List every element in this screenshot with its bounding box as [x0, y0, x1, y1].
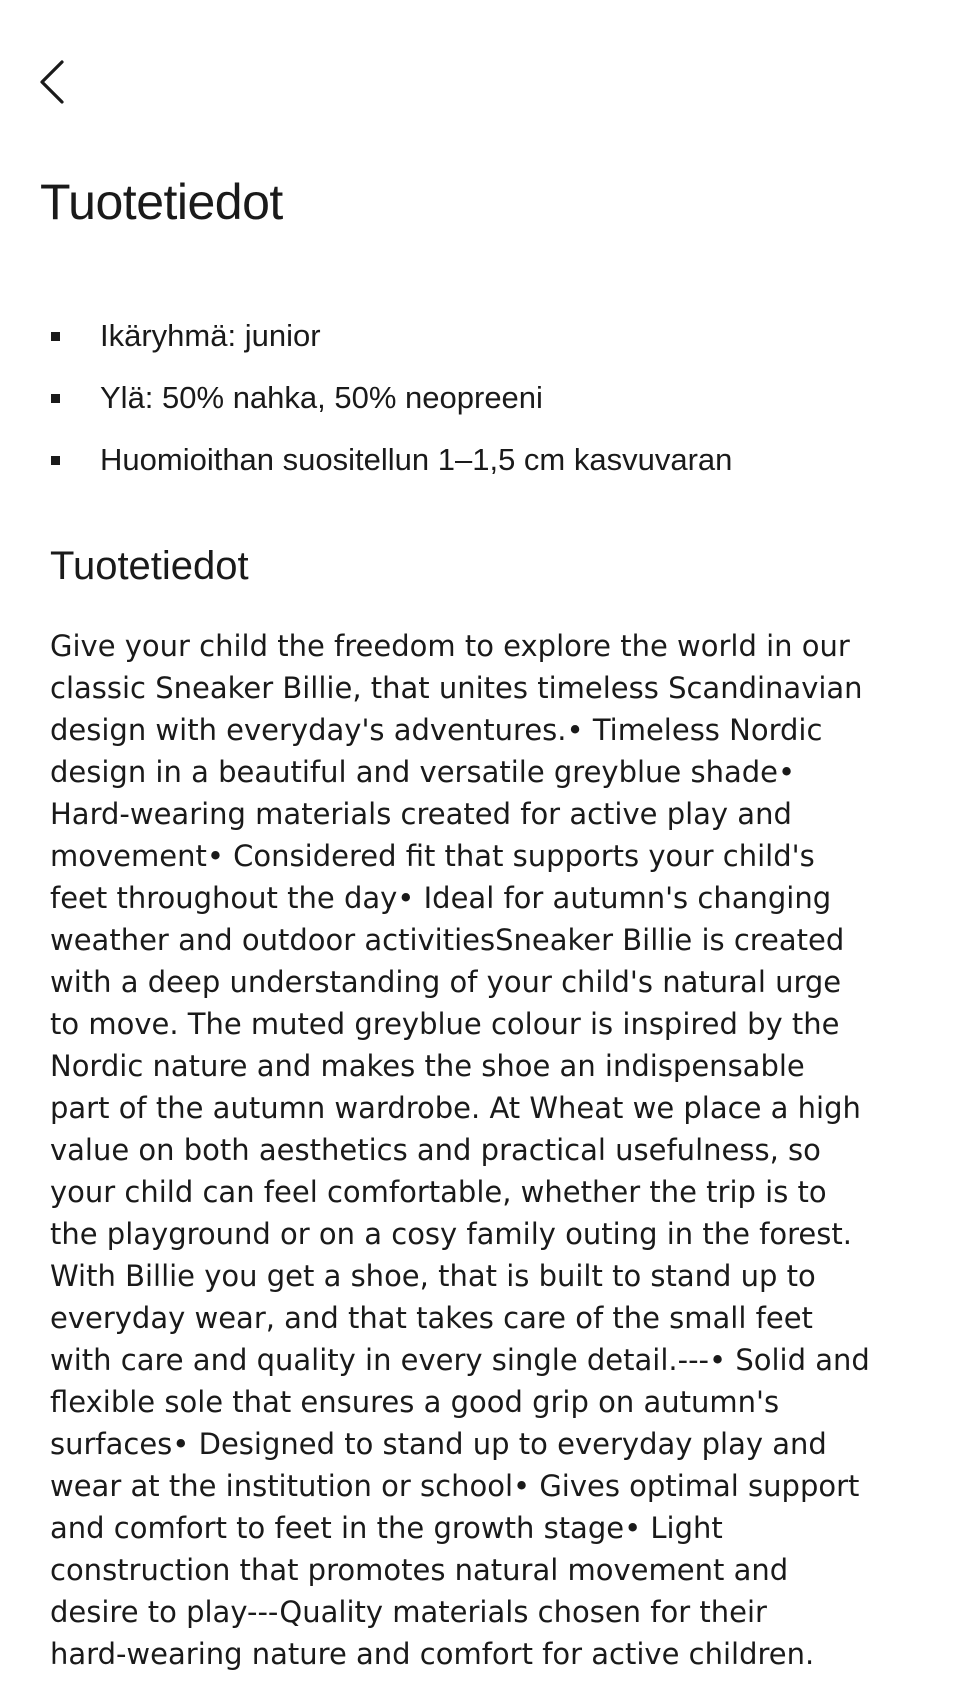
description-line: and comfort to feet in the growth stage• Light [50, 1511, 723, 1545]
page-title: Tuotetiedot [40, 174, 283, 230]
bullet-icon [51, 332, 60, 341]
description-line: construction that promotes natural movement and [50, 1553, 789, 1587]
description-line: the playground or on a cosy family outing in the forest. [50, 1217, 852, 1251]
attribute-label: Ylä: 50% nahka, 50% neopreeni [100, 380, 543, 415]
description-line: your child can feel comfortable, whether the trip is to [50, 1175, 827, 1209]
description-line: With Billie you get a shoe, that is built to stand up to [50, 1259, 816, 1293]
description-line: part of the autumn wardrobe. At Wheat we place a high [50, 1091, 861, 1125]
description-line: movement• Considered fit that supports your child's [50, 839, 815, 873]
chevron-left-icon [38, 59, 68, 105]
bullet-icon [51, 456, 60, 465]
description-line: desire to play---Quality materials chosen for their [50, 1595, 767, 1629]
details-section-title: Tuotetiedot [50, 544, 249, 588]
description-line: everyday wear, and that takes care of the small feet [50, 1301, 813, 1335]
product-description [50, 625, 920, 1675]
description-line: design with everyday's adventures.• Timeless Nordic [50, 713, 823, 747]
description-line: value on both aesthetics and practical usefulness, so [50, 1133, 821, 1167]
description-line: hard-wearing nature and comfort for active children. [50, 1637, 815, 1671]
description-line: flexible sole that ensures a good grip on autumn's [50, 1385, 780, 1419]
description-line: with a deep understanding of your child's natural urge [50, 965, 842, 999]
description-line: surfaces• Designed to stand up to everyday play and [50, 1427, 827, 1461]
description-line: wear at the institution or school• Gives optimal support [50, 1469, 860, 1503]
description-line: design in a beautiful and versatile greyblue shade• [50, 755, 796, 789]
back-button[interactable] [38, 52, 98, 112]
description-line: with care and quality in every single detail.---• Solid and [50, 1343, 870, 1377]
bullet-icon [51, 394, 60, 403]
description-line: Hard-wearing materials created for active play and [50, 797, 792, 831]
description-line: to move. The muted greyblue colour is inspired by the [50, 1007, 840, 1041]
description-line: Nordic nature and makes the shoe an indispensable [50, 1049, 805, 1083]
description-line: weather and outdoor activitiesSneaker Billie is created [50, 923, 845, 957]
description-line: classic Sneaker Billie, that unites timeless Scandinavian [50, 671, 863, 705]
attribute-label: Ikäryhmä: junior [100, 318, 321, 353]
description-line: feet throughout the day• Ideal for autumn's changing [50, 881, 832, 915]
description-line: Give your child the freedom to explore the world in our [50, 629, 850, 663]
attribute-label: Huomioithan suositellun 1–1,5 cm kasvuvaran [100, 442, 733, 477]
